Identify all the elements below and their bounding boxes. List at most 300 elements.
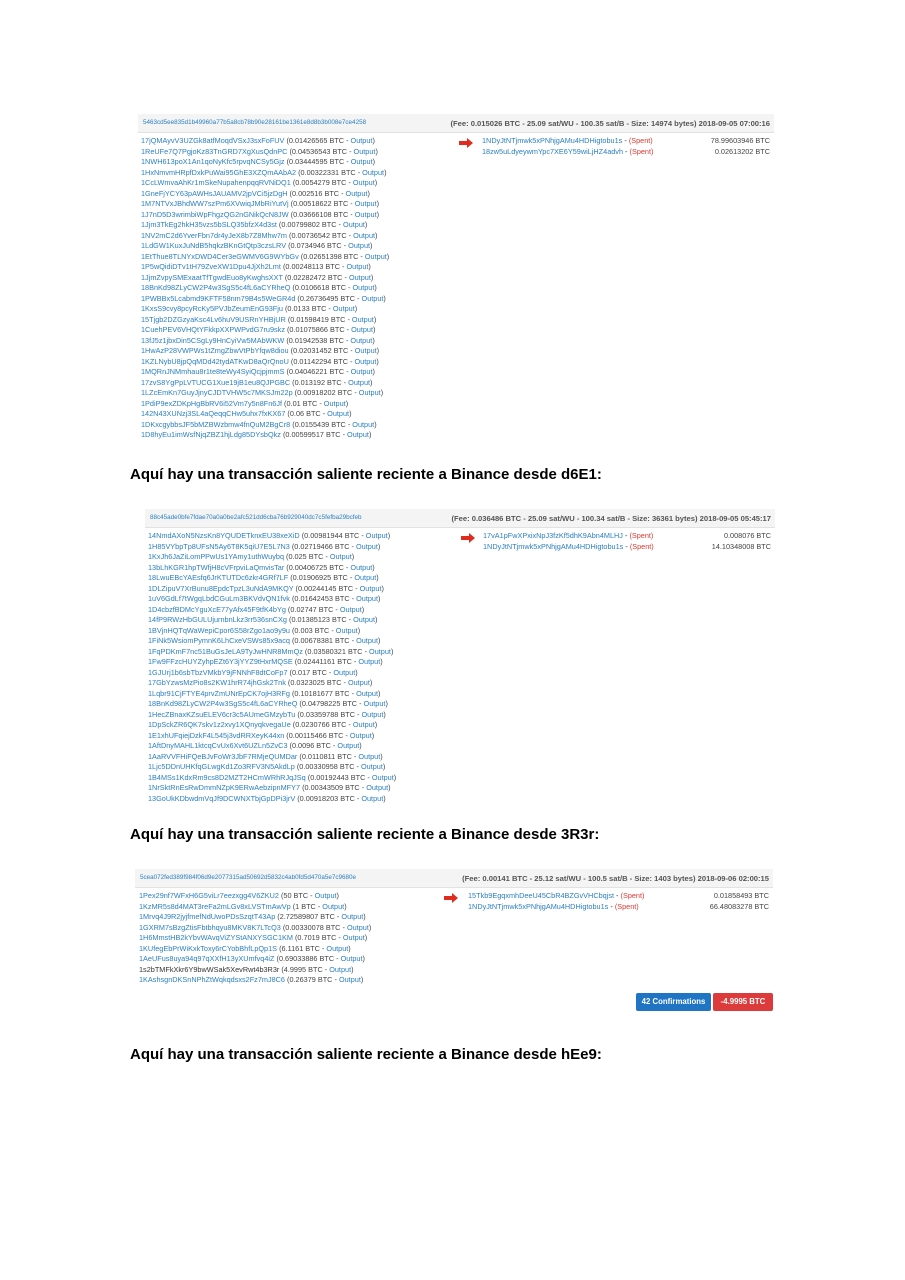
output-link[interactable]: Output [356,636,378,645]
input-amount: (0.26736495 BTC - [295,293,362,303]
input-amount: (0.03580321 BTC - [302,646,370,656]
input-row [139,954,371,965]
transaction-hash-link[interactable]: 88c45ade0bfe7fdae70a0a0be2afc521dd6cba76b929040dc7c5fefba29bcfeb [150,514,362,521]
input-close: ) [349,409,352,418]
output-link[interactable]: Output [361,709,384,719]
input-amount: (0.01075866 BTC - [284,325,352,334]
input-address[interactable]: 1KzMR5s8d4MAT3reFa2mLGv8xLVSTmAwVp [139,901,291,911]
spent-status[interactable]: (Spent) [629,531,654,540]
section-heading-3: Aquí hay una transacción saliente reciente a Binance desde hEe9: [130,1046,602,1063]
input-row [139,965,371,976]
input-row [148,689,396,700]
output-address[interactable]: 18zw5uLdyeywmYpc7XE6Y59wiLjHZ4advh [482,146,624,156]
output-link[interactable]: Output [327,409,350,418]
input-amount: (0.00192443 BTC - [305,772,372,782]
output-link[interactable]: Output [345,188,368,198]
input-close: ) [368,262,371,271]
input-address[interactable]: 1PdiP9exZDKpHgBbRV6i52Vm7y5n8Fn6Jf [141,398,283,408]
input-close: ) [376,346,380,355]
output-link[interactable]: Output [350,367,373,376]
input-row [148,573,396,584]
input-address[interactable]: 13bLhKGR1hpTWfjH8cVFrpviLaQmvisTar [148,562,285,572]
input-close: ) [380,388,384,397]
output-link[interactable]: Output [359,583,382,593]
output-link[interactable]: Output [348,241,371,250]
section-heading-1: Aquí hay una transacción saliente reciente a Binance desde d6E1: [130,466,602,483]
input-row [148,678,396,689]
input-amount: (0.04046221 BTC - [284,367,351,376]
input-address[interactable]: 1CcLWmvaAhKr1mSkeNupahenpqqRVNiDQ1 [141,178,291,187]
input-address[interactable]: 1LdGW1KuxJuNdB5hqkzBKnGtQtp3czsLRV [141,241,287,250]
input-close: ) [360,975,364,984]
input-address[interactable]: 13fJ5z1jbxDin5CSgLy9HnCyiVw5MAbWKW [141,335,285,345]
input-address[interactable]: 1GJUrj1b6sbTbzVMkbY9jFNNhF8dtCoFp7 [148,667,288,677]
input-address[interactable]: 18BnKd98ZLyCW2P4w3SgS5c4fL6aCYRheQ [141,283,291,292]
input-close: ) [371,730,375,740]
output-separator: - [622,531,630,540]
output-link[interactable]: Output [342,933,365,942]
input-close: ) [374,419,377,429]
input-row [148,699,396,710]
output-link[interactable]: Output [360,762,383,771]
transaction-inputs [139,891,371,986]
input-address[interactable]: 1DLZipuV7XrBunu8EpdcTpzL3uNdA9MKQY [148,583,294,593]
input-address[interactable]: 1EtThue8TLNYxDWD4Cer3eGWMV6G9WYbGv [141,251,299,261]
transaction-inputs [148,531,396,804]
input-address[interactable]: 1BVjnHQTqWaWepiCpor6S58rZgo1ao9y9u [148,625,290,635]
input-row [139,912,371,923]
input-close: ) [386,251,390,261]
input-amount: (50 BTC - [278,891,315,900]
input-row [139,933,371,944]
output-link[interactable]: Output [347,678,370,687]
output-link[interactable]: Output [348,272,371,282]
output-link[interactable]: Output [352,720,375,729]
input-row [148,584,396,595]
input-amount: (0.10181677 BTC - [289,688,357,698]
input-address[interactable]: 1GXRM7sBzgZtisFbtbhqyu8MKV8K7LTcQ3 [139,922,281,932]
input-amount: (0.0323025 BTC - [285,678,348,687]
input-close: ) [370,272,374,282]
input-close: ) [383,293,386,303]
output-link[interactable]: Output [351,314,374,324]
input-amount: (0.0155439 BTC - [290,419,353,429]
input-row [141,283,389,294]
input-row [148,762,396,773]
net-amount-badge[interactable]: -4.9995 BTC [713,993,773,1011]
input-row [148,531,396,542]
input-address[interactable]: 1Lqbr91CjFTYE4prvZmUNrEpCK7ojH3RFg [148,688,290,698]
input-close: ) [361,604,365,614]
input-row [141,262,389,273]
input-address[interactable]: 1B4MSs1KdxRm9cs8D2MZT2HCmWRhRJqJSq [148,772,306,782]
input-close: ) [362,954,365,963]
input-address[interactable]: 1AaRVVFHiFQeBJvFoWr3JbF7RMjeQUMDar [148,751,298,761]
input-address[interactable]: 1ReUFe7Q7PgjoKz83TnGRD7XgXusQdnPC [141,146,288,156]
input-close: ) [370,377,373,387]
input-row [141,168,389,179]
input-close: ) [393,772,397,782]
input-address[interactable]: 1P5wQidiDTv1tH79ZveXW1Dpu4JjXh2Lmt [141,262,281,271]
input-address[interactable]: 1LZcEmKn7GuyJjnyCJDTVHW5c7MKSJm22p [141,388,293,397]
output-link[interactable]: Output [352,283,375,292]
input-address[interactable]: 1H85VYbpTp8UFsN5Ay6T8K5qiU7E5L7N3 [148,541,290,551]
input-amount: (2.72589807 BTC - [275,912,342,921]
input-address[interactable]: 18LwuEBcYAEsfq6JrKTUTDc6zkr4GRf7LF [148,573,289,582]
output-link[interactable]: Output [350,562,373,572]
input-address[interactable]: 18BnKd98ZLyCW2P4w3SgS5c4fL6aCYRheQ [148,699,298,708]
input-address[interactable]: 15Tjgb2DZGzyaKsc4Lv6huV9USRnYHBjUR [141,314,286,324]
input-amount: (0.025 BTC - [284,552,330,561]
input-address[interactable]: 17zvS8YgPpLVTUCG1Xue19jB1eu8QJPGBC [141,377,291,387]
input-row [141,252,389,263]
transaction-inputs [141,136,389,441]
output-link[interactable]: Output [371,772,394,782]
input-row [148,783,396,794]
output-link[interactable]: Output [362,167,385,177]
transaction-hash-link[interactable]: 5cea072fed389f984f06d9e2077315ad50692d5832c4ab0fd5d470a5e7c9680e [140,874,357,881]
transaction-card-2 [145,509,775,807]
input-close: ) [376,209,380,219]
input-row [141,241,389,252]
output-row [468,902,644,913]
input-address[interactable]: 13GoUkKDbwdmVqJf9DCWNXTbjGpDPi3jrV [148,793,296,803]
input-close: ) [376,356,379,366]
input-row [139,891,371,902]
transaction-output-values [711,136,770,157]
output-link[interactable]: Output [358,388,381,397]
input-row [139,902,371,913]
input-close: ) [375,146,378,156]
output-link[interactable]: Output [332,304,355,313]
input-amount: (0.01906925 BTC - [288,573,355,582]
input-row [148,626,396,637]
input-close: ) [375,615,378,624]
input-row [141,157,389,168]
input-row [141,388,389,399]
transaction-output-values [712,531,771,552]
output-address[interactable]: 1NDyJtNTjmwk5xPNhjgAMu4HDHigtobu1s [482,136,623,145]
output-link[interactable]: Output [323,398,346,408]
input-address[interactable]: 1GneFjYCY63pAWHsJAUAMV2jpVCi5jzDgH [141,188,288,198]
input-address[interactable]: 1D8hyEu1imWsfNjqZBZ1hjLdg85DYsbQkz [141,430,281,439]
input-amount: (0.04536543 BTC - [287,146,354,156]
output-link[interactable]: Output [347,430,369,439]
input-row [141,199,389,210]
output-link[interactable]: Output [355,541,378,551]
input-address[interactable]: 1KAshsgnDKSnNPhZtWqkqdsxs2Fz7mJ8C6 [139,975,285,984]
input-address[interactable]: 1NrSktRnEsRwDmmNZpK9ERwAebzipnMFY7 [148,783,301,792]
output-link[interactable]: Output [339,604,362,614]
input-address[interactable]: 1FiNk5WsiomPymnK6LhCxeVSWs85x9acq [148,636,290,645]
output-link[interactable]: Output [348,377,371,387]
output-row [482,136,653,147]
output-link[interactable]: Output [346,922,369,932]
input-amount: (0.00115466 BTC - [284,730,350,740]
input-amount: (0.003 BTC - [289,625,336,635]
input-address[interactable]: 1uV6GdLf7tWgqLbdCGuLm3BKVdvQN1fvk [148,594,290,603]
input-row [141,220,389,231]
output-value: 78.99603946 BTC [710,136,770,145]
transaction-fee: (Fee: 0.00141 BTC - 25.12 sat/WU - 100.5 sat/B - Size: 1403 bytes) 2018-09-06 02:00:15 [462,874,769,883]
input-address[interactable]: 1H6MmstHB2kYbvWAvqViZYStANXYSGC1KM [139,933,293,942]
output-separator: - [623,541,630,551]
spent-status[interactable]: (Spent) [614,901,639,911]
input-amount: (0.00330078 BTC - [280,922,347,932]
input-address[interactable]: 1KxsS9cvy8pcyRcKy5PVJbZeumEnG93Fju [141,304,283,313]
output-link[interactable]: Output [343,220,365,229]
input-amount: (0.00343509 BTC - [300,783,367,792]
input-address[interactable]: 1DpSckZR6QK7skv1z2xvy1XQnyqkvegaUe [148,720,291,729]
input-address[interactable]: 1PWBBx5Lcabmd9KFTF58nm79B4s5WeGR4d [141,293,296,303]
input-address[interactable]: 1FqPDKmF7nc51BuGsJeLA9TyJwHNR8MmQz [148,646,303,656]
input-close: ) [372,136,375,145]
input-row [141,136,389,147]
input-amount: (0.0133 BTC - [282,304,333,313]
output-address[interactable]: 1NDyJtNTjmwk5xPNhjgAMu4HDHigtobu1s [468,901,609,911]
output-link[interactable]: Output [340,954,363,963]
input-address[interactable]: 1HxNmvmHRpfDxkPuWai95GhE3XZQmAAbA2 [141,167,297,177]
input-row [141,315,389,326]
input-close: ) [390,646,394,656]
input-row [141,178,389,189]
input-close: ) [377,688,381,698]
input-amount: (0.01426565 BTC - [284,136,351,145]
input-address[interactable]: 1KxJh6JaZiLomPPwUs1YAmy1uthWuybq [148,552,284,561]
input-row [141,378,389,389]
input-amount: (0.02441161 BTC - [292,657,359,666]
input-amount: (4.9995 BTC - [279,964,330,974]
output-link[interactable]: Output [353,615,376,624]
input-amount: (0.00244145 BTC - [293,583,360,593]
input-amount: (0.01142294 BTC - [288,356,355,366]
input-close: ) [372,157,376,166]
output-link[interactable]: Output [333,667,356,677]
input-close: ) [388,783,391,792]
input-row [148,668,396,679]
input-close: ) [348,943,351,953]
input-address[interactable]: 1Ljc5DDnUHKfqGLwgKd1Zo3RFV3N5AkdLp [148,762,295,771]
output-link[interactable]: Output [354,346,377,355]
input-amount: (0.017 BTC - [287,667,334,677]
input-row [141,294,389,305]
input-close: ) [373,314,377,324]
confirmations-badge[interactable]: 42 Confirmations [636,993,711,1011]
input-close: ) [374,283,377,292]
output-link[interactable]: Output [365,531,388,540]
input-address[interactable]: 1Jjm3TkEg2hkH35vzs5bSLQ35bfzX4d3st [141,220,277,229]
input-close: ) [377,636,381,645]
input-close: ) [381,583,384,593]
input-address[interactable]: 142N43XUNzj3SL4aQeqqCHw5uhx7fxKX67 [141,409,286,418]
output-link[interactable]: Output [322,901,345,911]
output-link[interactable]: Output [351,325,373,334]
input-close: ) [363,912,366,921]
input-row [148,741,396,752]
input-amount: (6.1161 BTC - [277,943,327,953]
input-address[interactable]: 1CuehPEV6VHQtYFkkpXXPWPvdG7ru9skz [141,325,285,334]
input-row [141,357,389,368]
input-address[interactable]: 1KZLNybU8jpQqMDd42tydATKwD8aQrQnoU [141,356,289,366]
output-link[interactable]: Output [335,625,358,635]
output-link[interactable]: Output [341,912,364,921]
input-close: ) [372,335,375,345]
input-close: ) [351,964,354,974]
output-link[interactable]: Output [353,146,376,156]
input-amount: (0.0110811 BTC - [297,751,359,761]
output-link[interactable]: Output [350,157,373,166]
input-row [141,325,389,336]
input-address[interactable]: 1M7NTVxJBhdWW7szPm6XVwiqJMbRiYutVj [141,199,289,208]
input-amount: (0.00678381 BTC - [289,636,357,645]
input-close: ) [383,709,386,719]
right-arrow-icon [459,138,473,148]
transaction-hash-link[interactable]: 5463cd5ee835d1b49960a77b5a8cb78b90e28161be1361e8d8b3b008e7ce4258 [143,119,367,126]
input-address[interactable]: 14NmdAXoN5NzsKn8YQUDETknxEU38xeXiD [148,531,300,540]
input-row [141,367,389,378]
output-row [482,147,653,158]
input-address[interactable]: 1NWH613poX1An1qoNyKfc5rpvqNCSy5Gjz [141,157,285,166]
input-close: ) [368,922,372,932]
output-link[interactable]: Output [354,209,377,219]
output-link[interactable]: Output [366,783,389,792]
input-amount: (0.0054279 BTC - [290,178,353,187]
input-address[interactable]: 1HecZBnaxKZsuELEV6cr3c5AUmeGMzybTu [148,709,296,719]
input-address[interactable]: 1JjmZvpySMExaatTfTgwdEuo8yKwghsXXT [141,272,283,282]
input-amount: (0.00918203 BTC - [295,793,362,803]
output-link[interactable]: Output [354,356,377,366]
input-address[interactable]: 1Pex29nf7WFxH6G5viLr7eezxgg4V6ZKU2 [139,891,279,900]
input-close: ) [387,531,391,540]
input-row [148,710,396,721]
transaction-card-3 [135,869,773,1015]
transaction-outputs [483,531,654,552]
input-address: 1s2bTMFkXkr6Y9bwWSak5XevRwt4b3R3r [139,964,280,974]
output-link[interactable]: Output [363,699,386,708]
output-link[interactable]: Output [329,964,352,974]
output-link[interactable]: Output [314,891,337,900]
input-amount: (0.01 BTC - [282,398,324,408]
output-link[interactable]: Output [326,943,349,953]
spent-status[interactable]: (Spent) [628,136,653,145]
input-row [148,794,396,805]
input-close: ) [378,594,381,603]
output-address[interactable]: 15Tkb9EgqxmhDeeU45CbR4BZGvVHCbqjst [468,891,615,900]
spent-status[interactable]: (Spent) [620,891,645,900]
output-link[interactable]: Output [356,594,378,603]
input-amount: (0.01942538 BTC - [284,335,351,345]
input-row [148,773,396,784]
input-amount: (0.00918202 BTC - [292,388,359,397]
output-link[interactable]: Output [353,230,376,240]
output-row [468,891,644,902]
output-link[interactable]: Output [350,136,373,145]
input-amount: (0.013192 BTC - [290,377,349,387]
input-close: ) [376,573,379,582]
output-link[interactable]: Output [354,199,377,208]
input-close: ) [351,552,355,561]
output-link[interactable]: Output [350,335,373,345]
spent-status[interactable]: (Spent) [629,541,654,551]
output-link[interactable]: Output [329,552,352,561]
output-link[interactable]: Output [352,178,375,187]
input-amount: (0.00736542 BTC - [287,230,354,240]
output-link[interactable]: Output [358,657,381,666]
input-amount: (0.26379 BTC - [285,975,339,984]
output-link[interactable]: Output [361,793,384,803]
input-amount: (0.02031452 BTC - [288,346,355,355]
input-address[interactable]: 1HwAzP28VWPWs1tZmgZbwVtPbYfqw8diou [141,346,289,355]
output-address[interactable]: 17vA1pFwXPxixNpJ3fzKf5dhK9Abn4MLHJ [483,531,623,540]
output-link[interactable]: Output [361,293,384,303]
input-amount: (0.0106618 BTC - [290,283,353,292]
input-row [139,944,371,955]
transaction-outputs [482,136,653,157]
section-heading-2: Aquí hay una transacción saliente reciente a Binance desde 3R3r: [130,826,600,843]
input-row [139,975,371,986]
output-address[interactable]: 1NDyJtNTjmwk5xPNhjgAMu4HDHigtobu1s [483,541,624,551]
input-row [141,231,389,242]
output-link[interactable]: Output [354,573,377,582]
input-address[interactable]: 14fP9RWzHbGULUjurnbnLkz3rr536snCXg [148,615,287,624]
input-close: ) [377,541,381,551]
input-address[interactable]: 1DKxcgybbsJF5bMZBWzbmw4fnQuM2BgCr8 [141,419,291,429]
input-address[interactable]: 1Mrvq4J9R2jyjfmefNdUwoPDsSzqtT43Ap [139,912,276,921]
input-row [141,346,389,357]
input-address[interactable]: 1D4cbzfBDMcYguXcE77yAfx45F9tfK4bYg [148,604,286,614]
input-address[interactable]: 1KUfegEbPrWiKxkToxy6rCYobBhfLpQp1S [139,943,278,953]
input-close: ) [374,178,378,187]
input-address[interactable]: 17jQMAyvV3UZGk8atfMoqdVSxJ3sxFoFUV [141,136,285,145]
input-address[interactable]: 1MQRnJNMmhau8r1te8teWy4SyiQcjpjmmS [141,367,285,376]
input-close: ) [368,430,372,439]
input-close: ) [357,625,361,635]
output-link[interactable]: Output [346,262,369,271]
input-amount: (0.002516 BTC - [287,188,346,198]
input-row [141,420,389,431]
output-link[interactable]: Output [364,251,387,261]
input-address[interactable]: 1AftDnyMAHL1ktcqCvUx6Xvt6UZLn5ZvC3 [148,741,288,750]
input-close: ) [345,398,349,408]
input-address[interactable]: 1Fw9FFzcHUYZyhpEZt6Y3jYYZ9tHxrMQSE [148,657,293,666]
input-address[interactable]: 1NV2mC2d6YverFbn7dr4yJeX8b7Z8Mhw7m [141,230,288,240]
right-arrow-icon [444,893,458,903]
output-link[interactable]: Output [337,741,360,750]
output-link[interactable]: Output [358,751,381,761]
input-close: ) [355,667,358,677]
input-address[interactable]: 1AeUFus8uya94q97qXXfH13yXUmfvq4iZ [139,954,275,963]
input-address[interactable]: 1E1xhUFqiejDzkF4L545j3vdRRXeyK44xn [148,730,285,740]
input-row [148,636,396,647]
output-link[interactable]: Output [356,688,378,698]
input-amount: (0.00799802 BTC - [276,220,344,229]
input-address[interactable]: 17GbYzwsMzPio8s2KW1hrR74jhGsk2Tnk [148,678,286,687]
input-amount: (0.02747 BTC - [285,604,340,614]
output-link[interactable]: Output [352,419,375,429]
output-link[interactable]: Output [349,730,372,740]
input-row [139,923,371,934]
input-address[interactable]: 1J7nD5D3wrimbiWpFhgzQG2nGNikQcN8JW [141,209,289,219]
output-link[interactable]: Output [338,975,361,984]
output-link[interactable]: Output [369,646,391,656]
input-close: ) [372,562,375,572]
input-row [141,409,389,420]
input-close: ) [380,657,383,666]
input-amount: (1 BTC - [290,901,323,911]
spent-status[interactable]: (Spent) [629,146,654,156]
input-amount: (0.02719466 BTC - [289,541,356,551]
input-amount: (0.0096 BTC - [287,741,338,750]
